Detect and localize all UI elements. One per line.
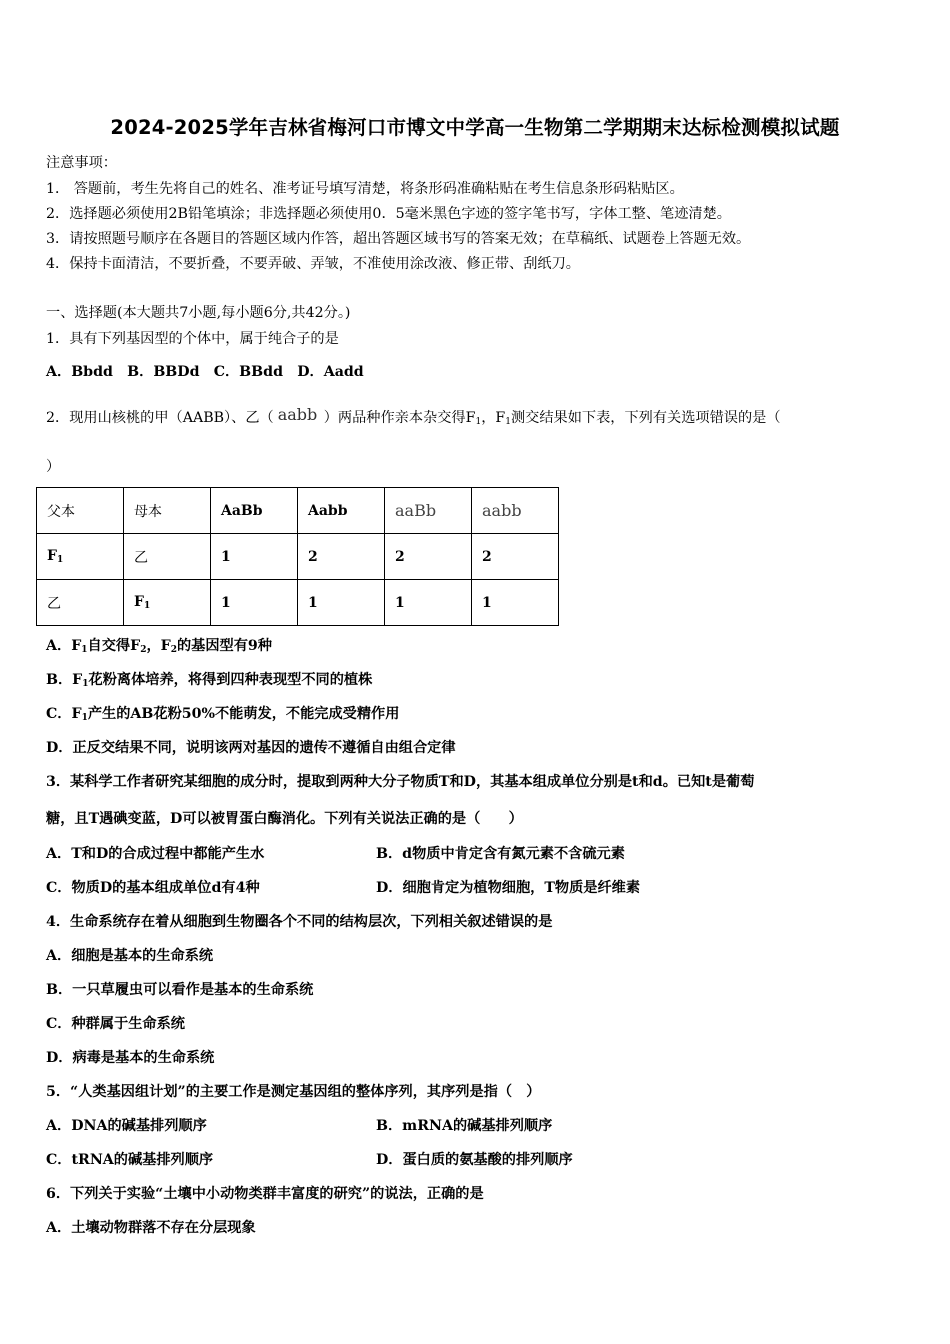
option-text: A．F [46,638,82,654]
q2-stem [46,407,781,427]
table-cell [124,580,211,626]
q2-stem-text: 测交结果如下表，下列有关选项错误的是（ [510,410,781,426]
q5-option-a: A．DNA的碱基排列顺序 [46,1118,207,1134]
q3-stem-cont: 糖，且T遇碘变蓝，D可以被胃蛋白酶消化。下列有关说法正确的是（ ） [46,811,523,827]
table-cell-subscript: 1 [56,555,64,565]
option-text: 产生的AB花粉50%不能萌发，不能完成受精作用 [87,706,400,722]
q2-stem-text: ）两品种作亲本杂交得F [323,410,476,426]
option-text: B．F [46,672,83,688]
section-heading: 一、选择题(本大题共7小题,每小题6分,共42分。) [46,305,351,321]
table-header-cell: AaBb [211,488,298,534]
table-cell: 2 [385,534,472,580]
table-header-row [37,488,559,534]
table-cell-subscript: 1 [143,601,151,611]
q2-stem-inline-genotype: aabb [277,405,318,424]
table-cell: 1 [385,580,472,626]
table-cell: 乙 [124,534,211,580]
option-subscript: 2 [140,645,147,655]
q6-option-a: A．土壤动物群落不存在分层现象 [46,1220,256,1236]
q2-option-c [46,703,399,723]
notice-item: 1． 答题前，考生先将自己的姓名、准考证号填写清楚，将条形码准确粘贴在考生信息条形码粘贴区。 [46,181,684,197]
q6-stem: 6．下列关于实验“土壤中小动物类群丰富度的研究”的说法，正确的是 [46,1186,484,1202]
q1-options: A．Bbdd B．BBDd C．BBdd D．Aadd [46,364,364,380]
option-text: 花粉离体培养，将得到四种表现型不同的植株 [88,672,373,688]
q4-option-d: D．病毒是基本的生命系统 [46,1050,215,1066]
option-text: C．F [46,706,82,722]
option-text: 的基因型有9种 [176,638,272,654]
q3-option-c: C．物质D的基本组成单位d有4种 [46,880,260,896]
q1-stem: 1．具有下列基因型的个体中，属于纯合子的是 [46,331,339,347]
notice-item: 4．保持卡面清洁，不要折叠，不要弄破、弄皱，不准使用涂改液、修正带、刮纸刀。 [46,256,580,272]
q2-subscript: 1 [505,417,511,427]
q2-stem-end: ） [46,459,61,475]
q3-stem: 3．某科学工作者研究某细胞的成分时，提取到两种大分子物质T和D，其基本组成单位分别是t和d。已知t是葡萄 [46,774,755,790]
table-cell: 1 [298,580,385,626]
q2-option-a [46,635,272,655]
table-header-cell: aabb [472,488,559,534]
table-cell-text: F [47,548,57,564]
q5-stem: 5．“人类基因组计划”的主要工作是测定基因组的整体序列，其序列是指（ ） [46,1084,541,1100]
table-cell: 1 [211,534,298,580]
table-cell: 1 [472,580,559,626]
q2-option-b [46,669,372,689]
table-cell: 2 [472,534,559,580]
notice-item: 3．请按照题号顺序在各题目的答题区域内作答，超出答题区域书写的答案无效；在草稿纸、试题卷上答题无效。 [46,231,751,247]
table-cell [37,534,124,580]
table-header-cell: Aabb [298,488,385,534]
option-subscript: 1 [82,679,89,689]
option-text: ，F [146,638,171,654]
table-cell-text: F [134,594,144,610]
option-text: 自交得F [87,638,141,654]
q4-option-a: A．细胞是基本的生命系统 [46,948,214,964]
q2-data-table [36,487,559,626]
q3-option-b: B．d物质中肯定含有氮元素不含硫元素 [376,846,625,862]
notice-heading: 注意事项： [46,155,117,171]
notice-item: 2．选择题必须使用2B铅笔填涂；非选择题必须使用0．5毫米黑色字迹的签字笔书写，字体工整、笔迹清楚。 [46,206,731,222]
table-cell: 1 [211,580,298,626]
option-subscript: 1 [81,645,88,655]
q4-option-c: C．种群属于生命系统 [46,1016,185,1032]
page-title: 2024-2025学年吉林省梅河口市博文中学高一生物第二学期期末达标检测模拟试题 [110,116,840,139]
table-header-cell: 父本 [37,488,124,534]
q2-option-d: D．正反交结果不同，说明该两对基因的遗传不遵循自由组合定律 [46,740,456,756]
table-header-cell: aaBb [385,488,472,534]
table-row [37,534,559,580]
q3-option-d: D．细胞肯定为植物细胞，T物质是纤维素 [376,880,641,896]
option-subscript: 1 [81,713,88,723]
table-cell: 2 [298,534,385,580]
q5-option-d: D．蛋白质的氨基酸的排列顺序 [376,1152,573,1168]
q4-option-b: B．一只草履虫可以看作是基本的生命系统 [46,982,314,998]
q4-stem: 4．生命系统存在着从细胞到生物圈各个不同的结构层次，下列相关叙述错误的是 [46,914,553,930]
q2-stem-text: 2．现用山核桃的甲（AABB）、乙（ [46,410,274,426]
q5-option-b: B．mRNA的碱基排列顺序 [376,1118,553,1134]
q3-option-a: A．T和D的合成过程中都能产生水 [46,846,265,862]
table-cell: 乙 [37,580,124,626]
table-header-cell: 母本 [124,488,211,534]
q5-option-c: C．tRNA的碱基排列顺序 [46,1152,214,1168]
table-row [37,580,559,626]
option-subscript: 2 [170,645,177,655]
q2-subscript: 1 [475,417,482,427]
q2-stem-text: ，F [481,410,506,426]
